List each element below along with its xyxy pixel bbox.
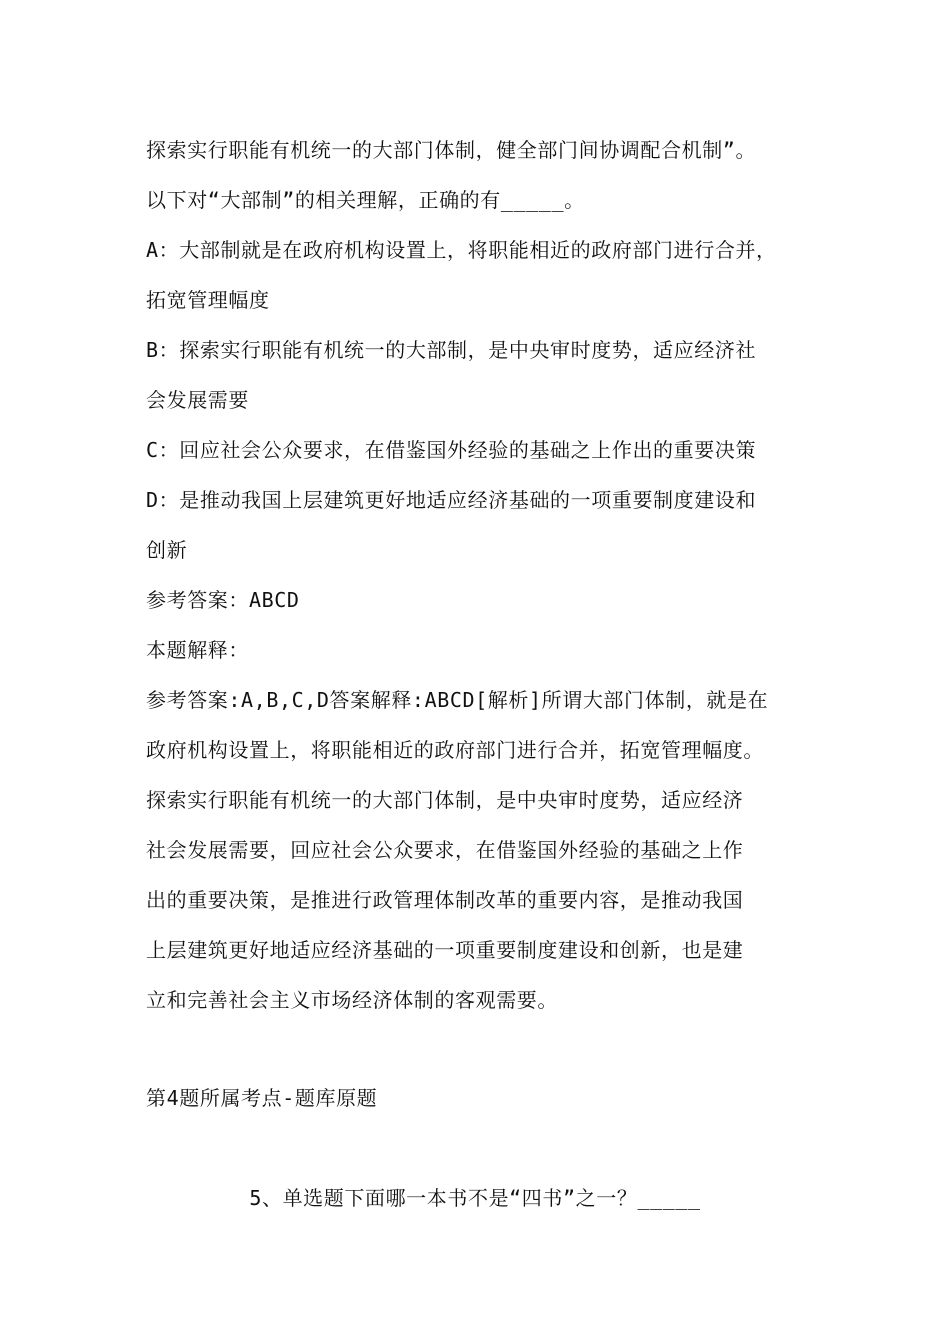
- question-text-line-1: 探索实行职能有机统一的大部门体制，健全部门间协调配合机制”。: [146, 138, 757, 162]
- option-d-line-1: D：是推动我国上层建筑更好地适应经济基础的一项重要制度建设和: [146, 488, 757, 512]
- question-text-line-2: 以下对“大部制”的相关理解，正确的有_____。: [146, 188, 585, 212]
- explanation-line-4: 社会发展需要，回应社会公众要求，在借鉴国外经验的基础之上作: [146, 838, 744, 862]
- option-a-line-2: 拓宽管理幅度: [146, 288, 270, 312]
- option-d-line-2: 创新: [146, 538, 188, 562]
- explanation-line-7: 立和完善社会主义市场经济体制的客观需要。: [146, 988, 558, 1012]
- answer-label: 参考答案：ABCD: [146, 588, 300, 612]
- explanation-line-1: 参考答案:A,B,C,D答案解释:ABCD[解析]所谓大部门体制，就是在: [146, 688, 769, 712]
- explanation-line-6: 上层建筑更好地适应经济基础的一项重要制度建设和创新，也是建: [146, 938, 744, 962]
- option-b-line-2: 会发展需要: [146, 388, 249, 412]
- topic-note: 第4题所属考点-题库原题: [146, 1086, 378, 1110]
- explanation-line-5: 出的重要决策，是推进行政管理体制改革的重要内容，是推动我国: [146, 888, 744, 912]
- explanation-line-3: 探索实行职能有机统一的大部门体制，是中央审时度势，适应经济: [146, 788, 744, 812]
- explanation-title: 本题解释：: [146, 638, 249, 662]
- option-a-line-1: A：大部制就是在政府机构设置上，将职能相近的政府部门进行合并，: [146, 238, 777, 262]
- option-c-line-1: C：回应社会公众要求，在借鉴国外经验的基础之上作出的重要决策: [146, 438, 757, 462]
- explanation-line-2: 政府机构设置上，将职能相近的政府部门进行合并，拓宽管理幅度。: [146, 738, 764, 762]
- option-b-line-1: B：探索实行职能有机统一的大部制，是中央审时度势，适应经济社: [146, 338, 757, 362]
- next-question-title: 5、单选题下面哪一本书不是“四书”之一？_____: [249, 1186, 701, 1210]
